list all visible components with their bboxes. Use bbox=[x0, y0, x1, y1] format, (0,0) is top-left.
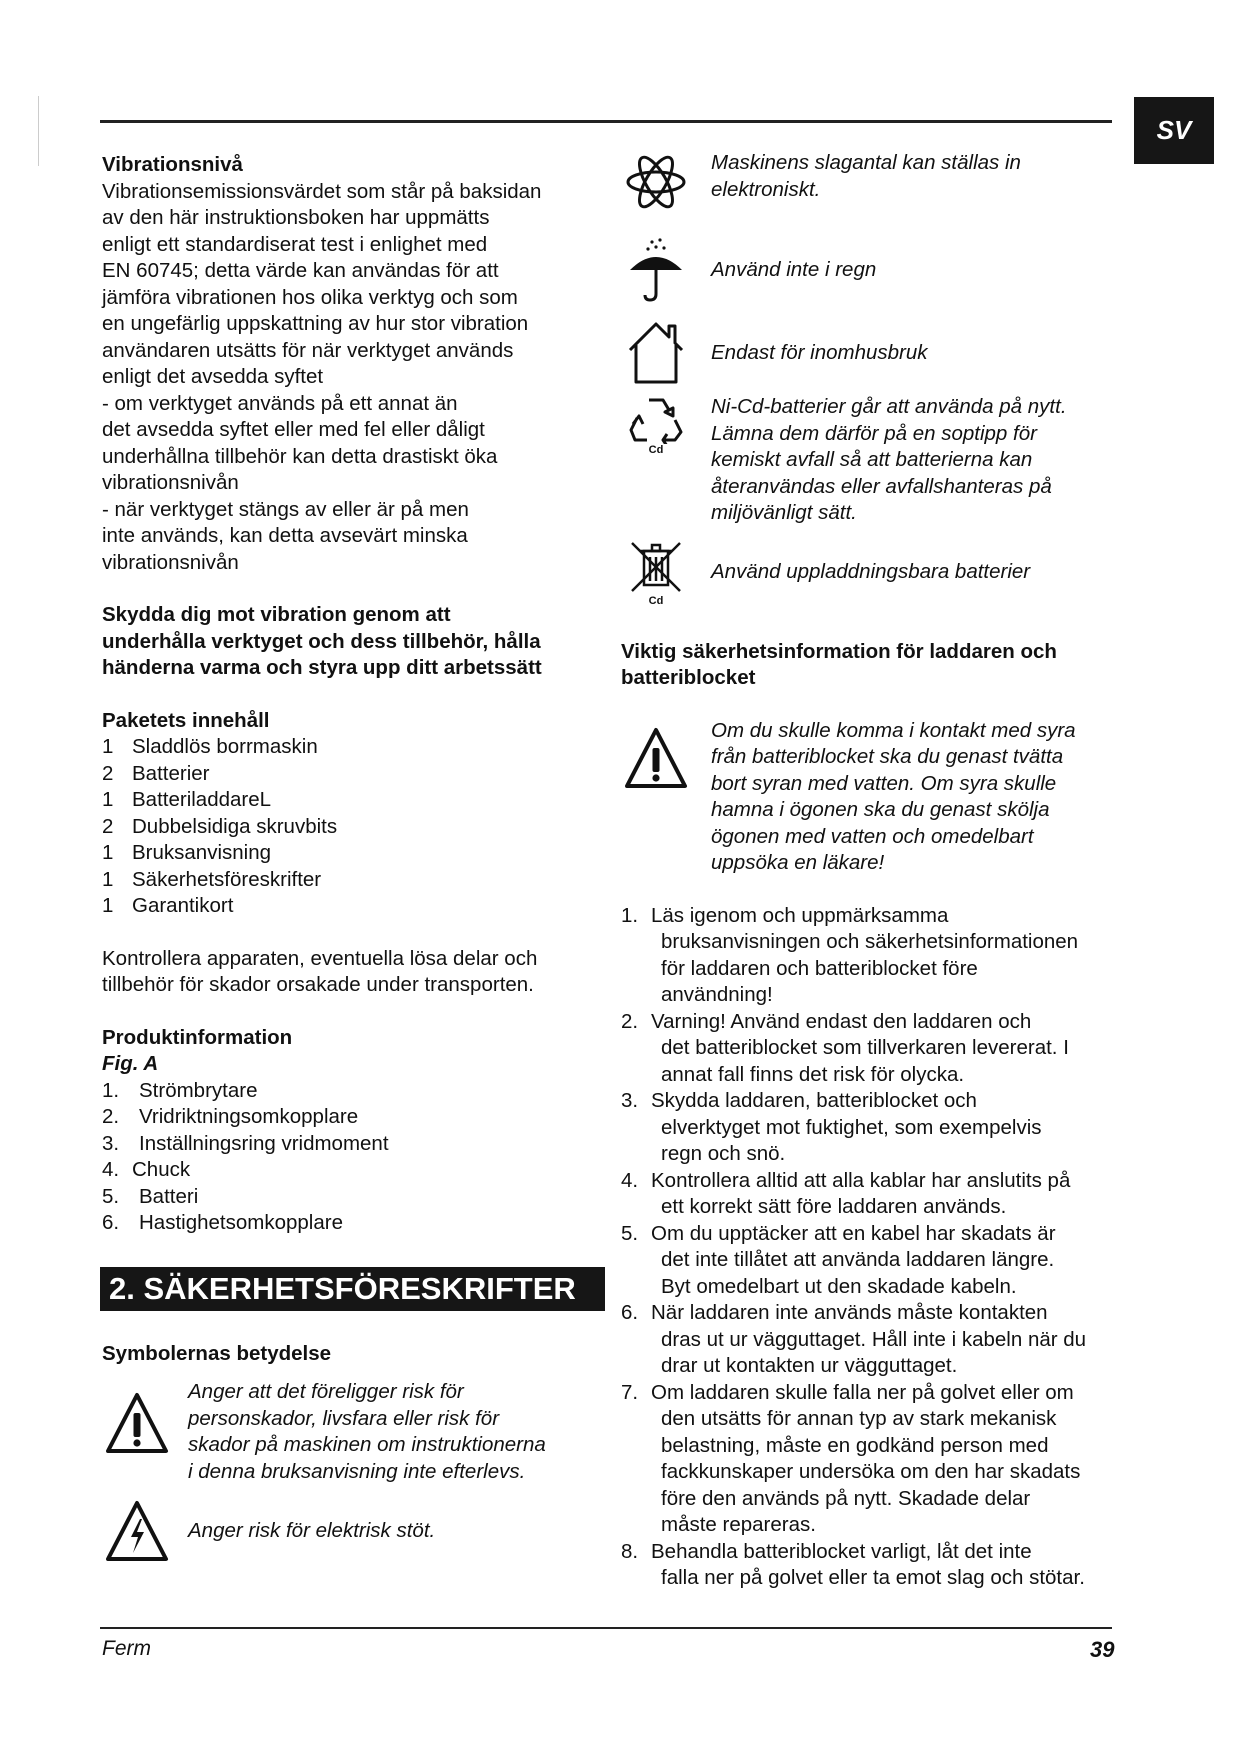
text-line: Anger att det föreligger risk för bbox=[188, 1380, 464, 1403]
top-rule bbox=[100, 120, 1112, 123]
list-item bbox=[621, 1380, 1121, 1539]
list-item bbox=[102, 893, 602, 920]
text-line: enligt det avsedda syftet bbox=[102, 365, 324, 388]
text-line: återanvändas eller avfallshanteras på bbox=[711, 474, 1052, 498]
symbol-text bbox=[691, 340, 928, 367]
footer-brand: Ferm bbox=[102, 1637, 151, 1660]
symbol-row bbox=[621, 320, 1121, 386]
text-line: Ni-Cd-batterier går att använda på nytt. bbox=[711, 395, 1067, 418]
list-item bbox=[102, 787, 602, 814]
item-number: 6. bbox=[102, 1211, 120, 1234]
text-line: När laddaren inte används måste kontakten bbox=[651, 1301, 1048, 1324]
text-line: regn och snö. bbox=[661, 1142, 786, 1165]
text-line: användning! bbox=[661, 983, 773, 1006]
text-line: Kontrollera alltid att alla kablar har anslutits på bbox=[651, 1168, 1071, 1192]
margin-mark bbox=[38, 96, 39, 166]
text-line: Använd uppladdningsbara batterier bbox=[711, 560, 1031, 584]
list-item bbox=[621, 1168, 1121, 1221]
product-list bbox=[102, 1078, 602, 1237]
list-item bbox=[621, 1221, 1121, 1301]
text-line: falla ner på golvet eller ta emot slag och stötar. bbox=[661, 1566, 1085, 1589]
item-qty: 2 bbox=[102, 761, 114, 785]
item-label: BatteriladdareL bbox=[132, 788, 272, 811]
item-label: Strömbrytare bbox=[139, 1078, 258, 1102]
vibration-text bbox=[102, 179, 602, 577]
crossed-bin-cd-icon bbox=[621, 539, 691, 607]
text-line: för laddaren och batteriblocket före bbox=[661, 956, 978, 980]
text-line: uppsöka en läkare! bbox=[711, 851, 885, 874]
item-label: Säkerhetsföreskrifter bbox=[132, 867, 322, 891]
item-number: 1. bbox=[621, 903, 639, 927]
text-line: jämföra vibrationen hos olika verktyg och som bbox=[102, 285, 518, 309]
page-number: 39 bbox=[1090, 1637, 1115, 1662]
package-list bbox=[102, 734, 602, 920]
charger-heading bbox=[621, 639, 1121, 692]
item-qty: 2 bbox=[102, 814, 114, 838]
symbol-electric-text: Anger risk för elektrisk stöt. bbox=[188, 1518, 436, 1542]
text-line: bruksanvisningen och säkerhetsinformationen bbox=[661, 930, 1079, 953]
text-line: från batteriblocket ska du genast tvätta bbox=[711, 745, 1064, 768]
text-line: Läs igenom och uppmärksamma bbox=[651, 903, 949, 927]
list-item bbox=[102, 840, 602, 867]
recycle-cd-icon bbox=[621, 394, 691, 456]
text-line: Om laddaren skulle falla ner på golvet eller om bbox=[651, 1380, 1074, 1404]
item-label: Dubbelsidiga skruvbits bbox=[132, 814, 338, 838]
text-line: ögonen med vatten och omedelbart bbox=[711, 824, 1034, 848]
protect-text bbox=[102, 602, 602, 682]
item-qty: 1 bbox=[102, 894, 114, 917]
list-item bbox=[102, 1184, 602, 1211]
item-label: Garantikort bbox=[132, 894, 234, 917]
item-number: 3. bbox=[621, 1089, 639, 1112]
symbol-text bbox=[691, 394, 1067, 527]
text-line: Viktig säkerhetsinformation för laddaren och bbox=[621, 639, 1057, 663]
section-title: 2. SÄKERHETSFÖRESKRIFTER bbox=[100, 1267, 605, 1311]
text-line: underhålla verktyget och dess tillbehör, hålla bbox=[102, 629, 541, 653]
list-item bbox=[102, 1078, 602, 1105]
warning-triangle-icon bbox=[102, 1379, 172, 1455]
bottom-rule bbox=[100, 1627, 1112, 1629]
text-line: miljövänligt sätt. bbox=[711, 501, 857, 524]
item-label: Chuck bbox=[132, 1158, 191, 1181]
text-line: enligt ett standardiserat test i enlighet med bbox=[102, 232, 488, 256]
package-note bbox=[102, 946, 602, 999]
text-line: det batteriblocket som tillverkaren levererat. I bbox=[661, 1036, 1069, 1059]
text-line: hamna i ögonen ska du genast skölja bbox=[711, 798, 1050, 821]
item-label: Batteri bbox=[139, 1184, 199, 1208]
text-line: inte används, kan detta avsevärt minska bbox=[102, 524, 468, 547]
item-number: 8. bbox=[621, 1539, 639, 1563]
text-line: Om du skulle komma i kontakt med syra bbox=[711, 718, 1076, 742]
symbol-warning-row bbox=[102, 1379, 602, 1485]
text-line: av den här instruktionsboken har uppmätts bbox=[102, 206, 490, 229]
text-line: skador på maskinen om instruktionerna bbox=[188, 1433, 546, 1456]
text-line: - om verktyget används på ett annat än bbox=[102, 391, 458, 415]
text-line: batteriblocket bbox=[621, 666, 756, 689]
left-column bbox=[102, 152, 602, 1563]
text-line: Använd inte i regn bbox=[711, 257, 877, 281]
text-line: vibrationsnivån bbox=[102, 471, 239, 494]
symbol-warning-text bbox=[172, 1379, 546, 1485]
list-item bbox=[102, 867, 602, 894]
text-line: händerna varma och styra upp ditt arbetssätt bbox=[102, 656, 542, 679]
item-number: 5. bbox=[102, 1184, 120, 1208]
list-item bbox=[102, 1131, 602, 1158]
item-number: 6. bbox=[621, 1301, 639, 1324]
electric-shock-icon bbox=[102, 1499, 172, 1563]
charger-safety-list bbox=[621, 903, 1121, 1592]
list-item bbox=[102, 1210, 602, 1237]
text-line: - när verktyget stängs av eller är på men bbox=[102, 497, 469, 521]
text-line: elverktyget mot fuktighet, som exempelvis bbox=[661, 1115, 1042, 1139]
bin-cd-label: Cd bbox=[648, 594, 664, 607]
text-line: Maskinens slagantal kan ställas in bbox=[711, 151, 1021, 174]
list-item bbox=[621, 1088, 1121, 1168]
text-line: drar ut kontakten ur vägguttaget. bbox=[661, 1354, 958, 1377]
charger-warning-text bbox=[691, 718, 1076, 877]
text-line: vibrationsnivån bbox=[102, 550, 239, 574]
text-line: EN 60745; detta värde kan användas för att bbox=[102, 259, 499, 282]
right-column bbox=[621, 150, 1121, 1592]
text-line: tillbehör för skador orsakade under transporten. bbox=[102, 973, 534, 996]
item-qty: 1 bbox=[102, 867, 114, 891]
item-label: Inställningsring vridmoment bbox=[139, 1131, 389, 1155]
item-number: 2. bbox=[621, 1009, 639, 1033]
vibration-heading: Vibrationsnivå bbox=[102, 153, 243, 176]
text-line: det inte tillåtet att använda laddaren längre. bbox=[661, 1248, 1055, 1271]
list-item bbox=[621, 1539, 1121, 1592]
symbol-row bbox=[621, 238, 1121, 302]
text-line: fackkunskaper undersöka om den har skadats bbox=[661, 1460, 1081, 1483]
text-line: Lämna dem därför på en soptipp för bbox=[711, 421, 1037, 445]
item-label: Bruksanvisning bbox=[132, 841, 272, 864]
umbrella-rain-icon bbox=[621, 238, 691, 302]
item-number: 4. bbox=[102, 1158, 120, 1181]
text-line: i denna bruksanvisning inte efterlevs. bbox=[188, 1459, 526, 1483]
item-number: 4. bbox=[621, 1168, 639, 1192]
text-line: användaren utsätts för när verktyget används bbox=[102, 338, 514, 362]
text-line: dras ut ur vägguttaget. Håll inte i kabeln när du bbox=[661, 1327, 1087, 1351]
list-item bbox=[621, 1300, 1121, 1380]
text-line: annat fall finns det risk för olycka. bbox=[661, 1062, 965, 1086]
text-line: Varning! Använd endast den laddaren och bbox=[651, 1009, 1032, 1033]
list-item bbox=[102, 734, 602, 761]
atom-icon bbox=[621, 150, 691, 214]
symbol-text bbox=[691, 559, 1030, 586]
text-line: Byt omedelbart ut den skadade kabeln. bbox=[661, 1274, 1017, 1298]
symbols-heading: Symbolernas betydelse bbox=[102, 1341, 332, 1365]
symbol-text bbox=[691, 257, 876, 284]
item-number: 3. bbox=[102, 1131, 120, 1155]
text-line: Skydda dig mot vibration genom att bbox=[102, 603, 451, 626]
charger-warning-row bbox=[621, 718, 1121, 877]
list-item bbox=[102, 1157, 602, 1184]
text-line: en ungefärlig uppskattning av hur stor vibration bbox=[102, 312, 529, 335]
text-line: det avsedda syftet eller med fel eller dåligt bbox=[102, 418, 485, 441]
item-number: 7. bbox=[621, 1380, 639, 1404]
text-line: Kontrollera apparaten, eventuella lösa delar och bbox=[102, 946, 538, 970]
list-item bbox=[102, 1104, 602, 1131]
text-line: bort syran med vatten. Om syra skulle bbox=[711, 771, 1057, 795]
text-line: Skydda laddaren, batteriblocket och bbox=[651, 1089, 977, 1112]
text-line: före den används på nytt. Skadade delar bbox=[661, 1486, 1031, 1510]
list-item bbox=[102, 761, 602, 788]
recycle-cd-label: Cd bbox=[648, 444, 664, 456]
symbol-row bbox=[621, 150, 1121, 214]
language-tab: SV bbox=[1134, 97, 1214, 164]
item-label: Vridriktningsomkopplare bbox=[139, 1105, 359, 1128]
text-line: måste repareras. bbox=[661, 1513, 816, 1536]
item-label: Batterier bbox=[132, 761, 210, 785]
text-line: den utsätts för annan typ av stark mekanisk bbox=[661, 1407, 1057, 1430]
text-line: Endast för inomhusbruk bbox=[711, 340, 928, 364]
warning-triangle-icon bbox=[621, 718, 691, 790]
list-item bbox=[621, 903, 1121, 1009]
figure-label: Fig. A bbox=[102, 1052, 159, 1075]
symbol-electric-row bbox=[102, 1499, 602, 1563]
symbol-text bbox=[691, 150, 1021, 203]
item-label: Hastighetsomkopplare bbox=[139, 1211, 343, 1234]
item-number: 2. bbox=[102, 1105, 120, 1128]
text-line: Vibrationsemissionsvärdet som står på baksidan bbox=[102, 179, 542, 203]
item-qty: 1 bbox=[102, 788, 114, 811]
text-line: underhållna tillbehör kan detta drastiskt öka bbox=[102, 444, 498, 468]
product-heading: Produktinformation bbox=[102, 1025, 293, 1049]
text-line: ett korrekt sätt före laddaren används. bbox=[661, 1195, 1007, 1218]
item-number: 1. bbox=[102, 1078, 120, 1102]
text-line: elektroniskt. bbox=[711, 177, 821, 201]
text-line: kemiskt avfall så att batterierna kan bbox=[711, 448, 1033, 471]
item-number: 5. bbox=[621, 1221, 639, 1245]
text-line: Om du upptäcker att en kabel har skadats är bbox=[651, 1221, 1056, 1245]
item-qty: 1 bbox=[102, 735, 114, 758]
list-item bbox=[621, 1009, 1121, 1089]
package-heading: Paketets innehåll bbox=[102, 708, 270, 732]
house-icon bbox=[621, 320, 691, 386]
text-line: belastning, måste en godkänd person med bbox=[661, 1433, 1049, 1457]
text-line: Behandla batteriblocket varligt, låt det inte bbox=[651, 1539, 1032, 1563]
text-line: personskador, livsfara eller risk för bbox=[188, 1406, 500, 1430]
symbol-row bbox=[621, 394, 1121, 527]
list-item bbox=[102, 814, 602, 841]
item-label: Sladdlös borrmaskin bbox=[132, 735, 318, 758]
item-qty: 1 bbox=[102, 841, 114, 864]
symbol-row bbox=[621, 539, 1121, 607]
